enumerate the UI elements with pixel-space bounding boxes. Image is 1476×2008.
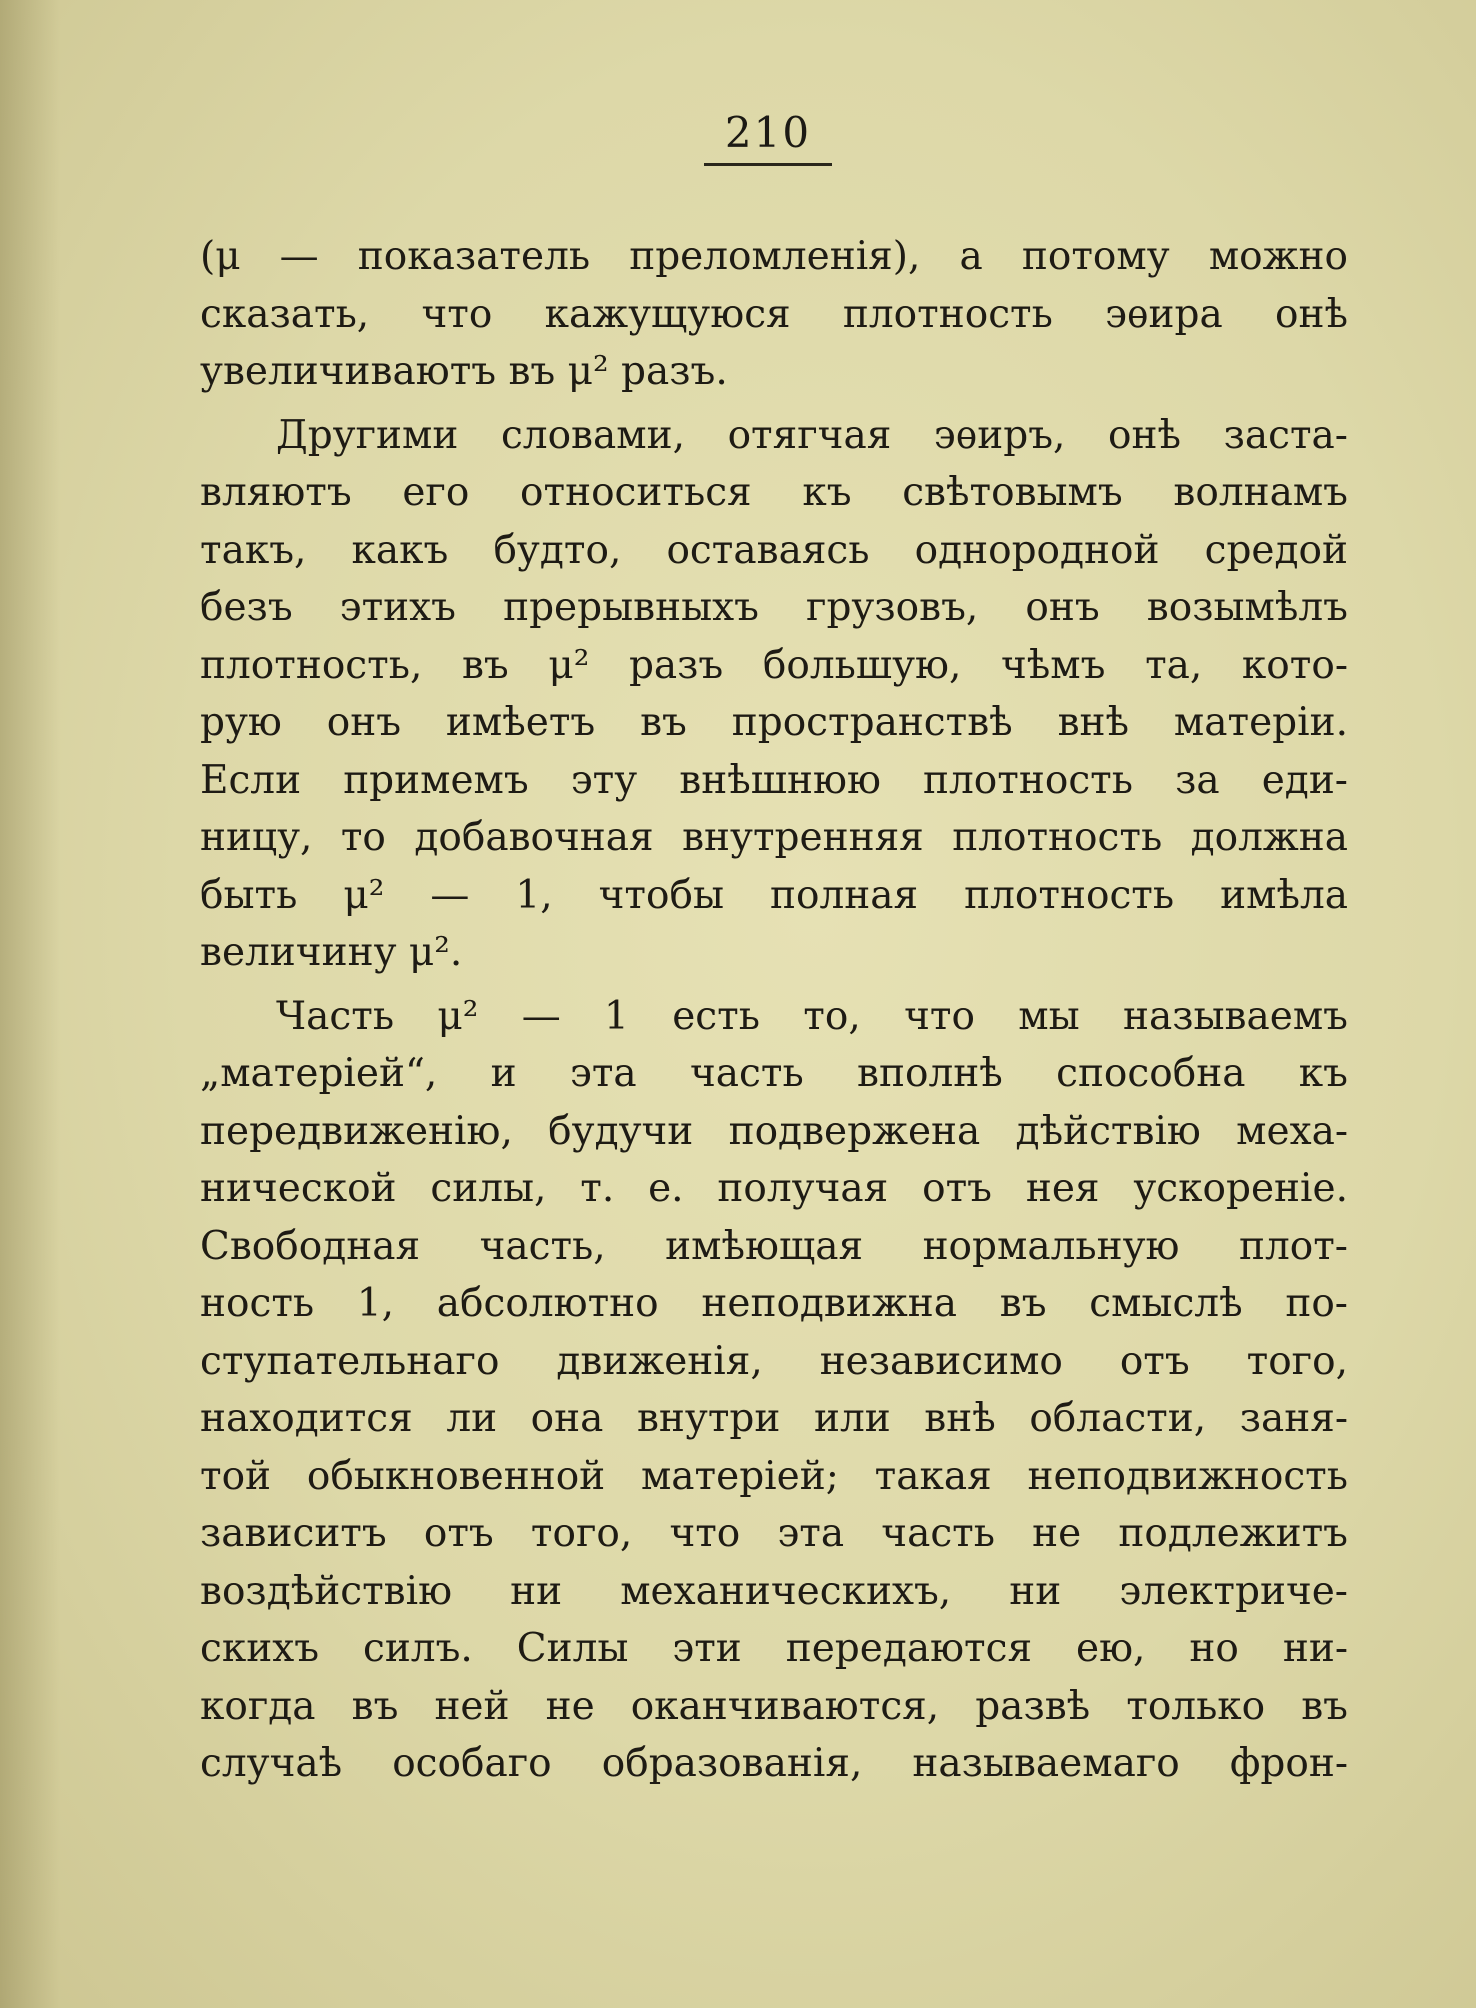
text-line: когда въ ней не оканчиваются, развѣ только въ — [200, 1683, 1348, 1729]
text-line: такъ, какъ будто, оставаясь однородной средой — [200, 527, 1348, 573]
text-line: ницу, то добавочная внутренняя плотность должна — [200, 815, 1348, 860]
text-line: находится ли она внутри или внѣ области, заня- — [200, 1396, 1348, 1441]
text-line: Другими словами, отягчая эѳиръ, онѣ заста- — [276, 412, 1348, 458]
text-line: ность 1, абсолютно неподвижна въ смыслѣ по- — [200, 1281, 1348, 1326]
text-line: вляютъ его относиться къ свѣтовымъ волнамъ — [200, 470, 1348, 515]
text-line: безъ этихъ прерывныхъ грузовъ, онъ возымѣлъ — [200, 585, 1348, 630]
text-line: рую онъ имѣетъ въ пространствѣ внѣ матеріи. — [200, 700, 1348, 745]
page-number: 210 — [724, 108, 812, 157]
text-line: „матеріей“, и эта часть вполнѣ способна къ — [200, 1051, 1348, 1096]
page-gutter-shadow — [0, 0, 60, 2008]
text-line: плотность, въ μ² разъ большую, чѣмъ та, кото- — [200, 642, 1348, 688]
text-line: передвиженію, будучи подвержена дѣйствію меха- — [200, 1108, 1348, 1154]
text-line: величину μ². — [200, 930, 463, 975]
body-text — [200, 228, 1348, 1793]
text-line: сказать, что кажущуюся плотность эѳира онѣ — [200, 291, 1348, 337]
text-line: воздѣйствію ни механическихъ, ни электриче- — [200, 1568, 1348, 1614]
text-line: зависитъ отъ того, что эта часть не подлежитъ — [200, 1511, 1348, 1556]
text-line: быть μ² — 1, чтобы полная плотность имѣла — [200, 872, 1348, 918]
text-line: нической силы, т. е. получая отъ нея ускореніе. — [200, 1166, 1348, 1211]
text-line: той обыкновенной матеріей; такая неподвижность — [200, 1453, 1348, 1499]
page-number-rule — [704, 163, 832, 166]
text-line: увеличиваютъ въ μ² разъ. — [200, 349, 728, 394]
text-line: случаѣ особаго образованія, называемаго фрон- — [200, 1741, 1348, 1786]
text-line: Часть μ² — 1 есть то, что мы называемъ — [276, 993, 1348, 1039]
text-line: ступательнаго движенія, независимо отъ того, — [200, 1338, 1348, 1384]
text-line: (μ — показатель преломленія), а потому можно — [200, 234, 1348, 279]
text-line: Если примемъ эту внѣшнюю плотность за еди- — [200, 757, 1348, 803]
text-line: скихъ силъ. Силы эти передаются ею, но ни- — [200, 1626, 1348, 1671]
text-line: Свободная часть, имѣющая нормальную плот- — [200, 1223, 1348, 1269]
